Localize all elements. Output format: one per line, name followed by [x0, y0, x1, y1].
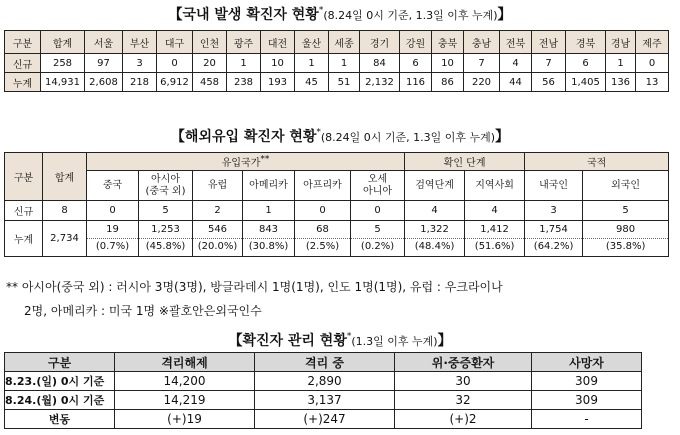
management-title: [0, 330, 680, 350]
domestic-cell: 84: [360, 54, 400, 73]
domestic-cell: 51: [329, 73, 360, 92]
overseas-title: [0, 126, 680, 146]
domestic-cumulative-row: [5, 73, 669, 92]
overseas-new-cell: 4: [405, 201, 465, 221]
note-line-1: ** 아시아(중국 외) : 러시아 3명(3명), 방글라데시 1명(1명), 인도 1명(1명), 유럽 : 우크라이나: [6, 280, 503, 294]
management-cell: 309: [532, 372, 642, 391]
domestic-cell: 2,132: [360, 73, 400, 92]
management-title-star: *: [346, 331, 352, 342]
domestic-cell: 6: [566, 54, 606, 73]
overseas-title-open: 【: [170, 129, 185, 145]
domestic-cell: 44: [500, 73, 532, 92]
domestic-row-label: 신규: [5, 54, 41, 73]
domestic-cell: 116: [400, 73, 432, 92]
overseas-cum-cell: [87, 221, 139, 257]
overseas-cum-value: 5: [374, 224, 381, 235]
domestic-cell: 20: [193, 54, 227, 73]
domestic-cell: 458: [193, 73, 227, 92]
domestic-title: [0, 4, 680, 24]
domestic-subtitle: (8.24일 0시 기준, 1.3일 이후 누계): [323, 9, 498, 22]
domestic-cell: 218: [123, 73, 157, 92]
domestic-cell: 7: [464, 54, 500, 73]
overseas-cum-cell: [139, 221, 193, 257]
overseas-group-row: [5, 153, 669, 171]
management-cell: (+)247: [255, 410, 395, 429]
overseas-cum-value: 1,754: [539, 224, 568, 235]
domestic-cell: 1: [295, 54, 329, 73]
overseas-cum-pct: (30.8%): [243, 238, 294, 255]
management-cell: 14,219: [115, 391, 255, 410]
management-row: [5, 391, 642, 410]
overseas-new-cell: 0: [87, 201, 139, 221]
management-cell: 30: [395, 372, 532, 391]
overseas-cum-value: 1,322: [420, 224, 449, 235]
overseas-cum-cell: [193, 221, 243, 257]
domestic-cell: 1: [606, 54, 636, 73]
domestic-cell: 1: [227, 54, 261, 73]
domestic-cell: 13: [636, 73, 669, 92]
management-subtitle: (1.3일 이후 누계): [351, 335, 438, 348]
domestic-cell: 10: [432, 54, 464, 73]
overseas-cum-value: 980: [616, 224, 636, 235]
overseas-cum-cell: [525, 221, 583, 257]
domestic-header-cell: 구분: [5, 31, 41, 54]
domestic-title-close: 】: [497, 7, 512, 23]
domestic-cell: 0: [157, 54, 193, 73]
domestic-cell: 0: [636, 54, 669, 73]
overseas-new-label: 신규: [5, 201, 43, 221]
overseas-cum-cell: [583, 221, 669, 257]
management-cell: 309: [532, 391, 642, 410]
overseas-title-star: *: [316, 127, 321, 138]
overseas-cum-value: 19: [106, 224, 119, 235]
domestic-header-cell: 대전: [261, 31, 295, 54]
domestic-header-cell: 광주: [227, 31, 261, 54]
management-title-close: 】: [437, 333, 452, 349]
management-row: [5, 410, 642, 429]
domestic-cell: 193: [261, 73, 295, 92]
management-cell: 2,890: [255, 372, 395, 391]
management-cell: (+)19: [115, 410, 255, 429]
domestic-header-row: [5, 31, 669, 54]
domestic-cell: 7: [532, 54, 566, 73]
management-row: [5, 372, 642, 391]
overseas-cum-pct: (20.0%): [193, 238, 242, 255]
overseas-title-text: 해외유입 확진자 현황: [184, 129, 317, 145]
domestic-header-cell: 전북: [500, 31, 532, 54]
overseas-cum-pct: (48.4%): [405, 238, 464, 255]
overseas-subheader-cell: 내국인: [525, 171, 583, 201]
management-row-label: 8.24.(월) 0시 기준: [5, 391, 115, 410]
overseas-new-cell: 5: [139, 201, 193, 221]
overseas-cum-cell: [465, 221, 525, 257]
domestic-cell: 14,931: [41, 73, 85, 92]
domestic-header-cell: 울산: [295, 31, 329, 54]
overseas-group-inflow-label: 유입국가: [221, 158, 261, 169]
overseas-subheader-row: [5, 171, 669, 201]
note-line-2: 2명, 아메리카 : 미국 1명 ※괄호안은외국인수: [24, 304, 262, 318]
domestic-cell: 6: [400, 54, 432, 73]
overseas-total-label: 합계: [43, 153, 87, 201]
management-header-row: [5, 353, 642, 372]
domestic-cell: 3: [123, 54, 157, 73]
domestic-header-cell: 대구: [157, 31, 193, 54]
overseas-subheader-cell: 아프리카: [295, 171, 351, 201]
domestic-row-label: 누계: [5, 73, 41, 92]
domestic-cell: 4: [500, 54, 532, 73]
overseas-cum-label: 누계: [5, 221, 43, 257]
overseas-title-close: 】: [495, 129, 510, 145]
overseas-cum-pct: (64.2%): [525, 238, 582, 255]
overseas-new-row: [5, 201, 669, 221]
overseas-cum-pct: (0.7%): [87, 238, 138, 255]
overseas-subtitle: (8.24일 0시 기준, 1.3일 이후 누계): [320, 131, 496, 144]
domestic-cell: 10: [261, 54, 295, 73]
management-table: [4, 352, 642, 429]
overseas-group-nationality: 국적: [525, 153, 669, 171]
overseas-cum-cell: [405, 221, 465, 257]
overseas-cum-value: 68: [316, 224, 329, 235]
domestic-header-cell: 경남: [606, 31, 636, 54]
management-cell: 32: [395, 391, 532, 410]
domestic-cell: 1: [329, 54, 360, 73]
overseas-subheader-cell: 지역사회: [465, 171, 525, 201]
overseas-cum-value: 1,412: [480, 224, 509, 235]
overseas-new-total: 8: [43, 201, 87, 221]
domestic-header-cell: 강원: [400, 31, 432, 54]
overseas-cum-cell: [295, 221, 351, 257]
domestic-header-cell: 경기: [360, 31, 400, 54]
domestic-cell: 2,608: [85, 73, 123, 92]
overseas-new-cell: 0: [295, 201, 351, 221]
domestic-table: [4, 30, 669, 92]
management-cell: -: [532, 410, 642, 429]
overseas-cum-pct: (35.8%): [583, 238, 668, 255]
domestic-cell: 220: [464, 73, 500, 92]
overseas-new-cell: 1: [243, 201, 295, 221]
overseas-col-label: 구분: [5, 153, 43, 201]
domestic-cell: 238: [227, 73, 261, 92]
management-title-text: 확진자 관리 현황: [242, 333, 347, 349]
overseas-cum-value: 1,253: [151, 224, 180, 235]
overseas-subheader-cell: 아메리카: [243, 171, 295, 201]
domestic-header-cell: 전남: [532, 31, 566, 54]
overseas-new-cell: 3: [525, 201, 583, 221]
overseas-cum-pct: (51.6%): [465, 238, 524, 255]
domestic-header-cell: 부산: [123, 31, 157, 54]
overseas-subheader-cell: 외국인: [583, 171, 669, 201]
management-row-label: 변동: [5, 410, 115, 429]
overseas-cum-value: 843: [258, 224, 279, 235]
overseas-subheader-cell: 검역단계: [405, 171, 465, 201]
domestic-cell: 136: [606, 73, 636, 92]
domestic-cell: 97: [85, 54, 123, 73]
overseas-cum-pct: (2.5%): [295, 238, 350, 255]
management-header-cell: 격리 중: [255, 353, 395, 372]
overseas-group-inflow-star: **: [260, 154, 270, 165]
domestic-title-text: 국내 발생 확진자 현황: [182, 7, 319, 23]
overseas-new-cell: 5: [583, 201, 669, 221]
overseas-subheader-cell: 아시아 (중국 외): [139, 171, 193, 201]
domestic-header-cell: 세종: [329, 31, 360, 54]
overseas-cum-total: 2,734: [43, 221, 87, 257]
management-header-cell: 구분: [5, 353, 115, 372]
overseas-subheader-cell: 중국: [87, 171, 139, 201]
overseas-table: [4, 152, 669, 257]
management-cell: 3,137: [255, 391, 395, 410]
overseas-subheader-cell: 유럽: [193, 171, 243, 201]
domestic-cell: 56: [532, 73, 566, 92]
domestic-cell: 6,912: [157, 73, 193, 92]
domestic-cell: 86: [432, 73, 464, 92]
overseas-cum-pct: (0.2%): [351, 238, 404, 255]
management-cell: (+)2: [395, 410, 532, 429]
domestic-cell: 45: [295, 73, 329, 92]
domestic-header-cell: 충남: [464, 31, 500, 54]
domestic-header-cell: 서울: [85, 31, 123, 54]
overseas-cumulative-row: [5, 221, 669, 257]
domestic-cell: 258: [41, 54, 85, 73]
domestic-header-cell: 합계: [41, 31, 85, 54]
overseas-cum-cell: [351, 221, 405, 257]
overseas-group-inflow: [87, 153, 405, 171]
management-row-label: 8.23.(일) 0시 기준: [5, 372, 115, 391]
management-header-cell: 위·중증환자: [395, 353, 532, 372]
domestic-header-cell: 충북: [432, 31, 464, 54]
overseas-new-cell: 2: [193, 201, 243, 221]
domestic-cell: 1,405: [566, 73, 606, 92]
domestic-header-cell: 인천: [193, 31, 227, 54]
overseas-group-confirm: 확인 단계: [405, 153, 525, 171]
management-header-cell: 사망자: [532, 353, 642, 372]
management-header-cell: 격리해제: [115, 353, 255, 372]
overseas-cum-value: 546: [207, 224, 228, 235]
domestic-title-open: 【: [168, 7, 183, 23]
overseas-cum-pct: (45.8%): [139, 238, 192, 255]
overseas-new-cell: 4: [465, 201, 525, 221]
management-cell: 14,200: [115, 372, 255, 391]
overseas-cum-cell: [243, 221, 295, 257]
domestic-new-row: [5, 54, 669, 73]
domestic-title-star: *: [318, 5, 324, 16]
management-title-open: 【: [228, 333, 243, 349]
overseas-subheader-cell: 오세 아니아: [351, 171, 405, 201]
domestic-header-cell: 경북: [566, 31, 606, 54]
overseas-new-cell: 0: [351, 201, 405, 221]
domestic-header-cell: 제주: [636, 31, 669, 54]
